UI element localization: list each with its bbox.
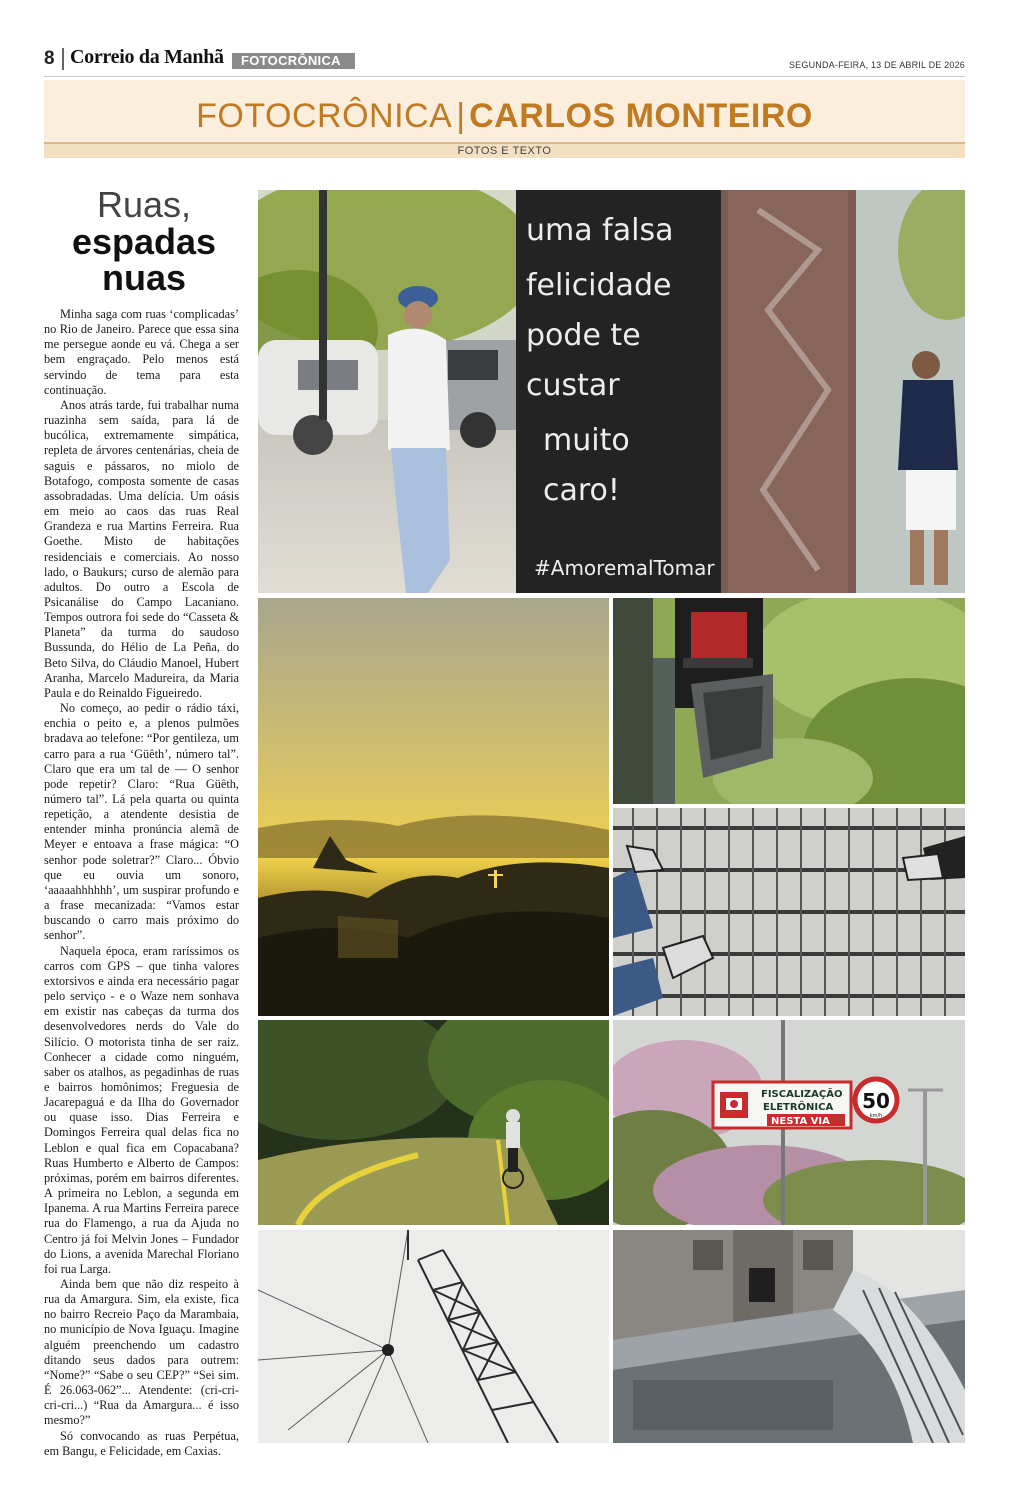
photo-antenna-tower: [258, 1230, 609, 1443]
photo-grate-sneakers: [613, 808, 965, 1016]
photo-credit: FOTOS E TEXTO: [457, 145, 552, 157]
photo-speed-sign: [613, 1020, 965, 1225]
photo-street-graffiti: [258, 190, 965, 593]
photo-rio-sunset: [258, 598, 609, 1016]
column-separator: |: [456, 97, 466, 135]
graffiti-line: uma falsa: [526, 213, 674, 248]
headline-line-1: Ruas,: [96, 184, 192, 225]
graffiti-line: muito: [543, 423, 630, 458]
sign-line-1: FISCALIZAÇÃO: [761, 1089, 843, 1100]
column-title: [44, 96, 965, 136]
graffiti-hashtag: #AmoremalTomar: [534, 556, 715, 580]
section-tag: FOTOCRÔNICA: [232, 53, 355, 69]
page-number: 8: [44, 48, 55, 69]
speed-limit-unit: km/h: [869, 1113, 883, 1119]
masthead-divider: [62, 48, 64, 70]
paragraph: Só convocando as ruas Perpétua, em Bangu, e Felicidade, em Caxias.: [44, 1428, 239, 1458]
paragraph: Ainda bem que não diz respeito à rua da Amargura. Sim, ela existe, fica no bairro Recreio Paço da Marambaia, no município de Nova Iguaçu. Imagine alguém preenchendo um cadastro ditando seus dados para outrem: “Nome?” “Sabe o seu CEP?” “Sei sim. É 26.063-062”... Atendente: (cri-cri-cri-cri...) “Rua da Amargura... é isso mesmo?”: [44, 1277, 239, 1428]
article-headline: [44, 186, 244, 296]
header-rule: [44, 76, 965, 77]
headline-line-3: nuas: [101, 257, 187, 298]
graffiti-line: custar: [526, 368, 620, 403]
paragraph: No começo, ao pedir o rádio táxi, enchia o peito e, a plenos pulmões bradava ao telefone: “Por gentileza, um carro para a rua ‘Güêth’, número tal”. Claro que era um tal de — O senhor pode repetir? Claro: “Rua Güêth, número tal”. Lá pela quarta ou quinta repetição, a atendente desistia de entender minha pronúncia alemã de Meyer e entoava a frase mágica: “O senhor pode soletrar?” Claro... Óbvio que eu ouvia um sonoro, ‘aaaaahhhhhh’, um suspirar profundo e a frase mecanizada: “Vamos estar buscando o carro mais próximo do senhor”.: [44, 701, 239, 943]
paragraph: Anos atrás tarde, fui trabalhar numa ruazinha sem saída, para lá de bucólica, extremamente simpática, repleta de árvores centenárias, cheia de saguis e pássaros, no miolo de Botafogo, composta somente de casas assobradadas. Uma delícia. Um oásis em meio ao caos das ruas Real Grandeza e rua Martins Ferreira. Rua Goethe. Misto de habitações residenciais e comerciais. Ao nosso lado, o Baukurs; curso de alemão para adultos. Do outro a Escola de Psicanálise do Campo Lacaniano. Tempos outrora foi sede do “Casseta & Planeta” da turma do saudoso Bussunda, do Hélio de La Peña, do Beto Silva, do Cláudio Manoel, Hubert Aranha, Marcelo Madureira, da Maria Paula e do Reinaldo Figueiredo.: [44, 397, 239, 700]
photo-building-bus: [613, 1230, 965, 1443]
article-body: [44, 307, 239, 1459]
photo-traffic-light: [613, 598, 965, 804]
column-name: FOTOCRÔNICA: [196, 97, 453, 135]
headline-line-2: espadas: [71, 221, 217, 262]
paragraph: Naquela época, eram raríssimos os carros com GPS – que tinha valores extorsivos e ainda era necessário pagar pelo serviço - e o Waze nem sonhava em existir nas cabeças da turma dos desenvolvedores nerds do Vale do Silício. O motorista tinha de ser raiz. Conhecer a cidade como ninguém, saber os atalhos, as pegadinhas de ruas e bairros homônimos; Freguesia de Jacarepaguá e da Ilha do Governador ou quase isso. Dias Ferreira e Domingos Ferreira qual delas fica no Leblon e qual fica em Copacabana? Ruas Humberto e Alberto de Campos: próximas, porém em bairros diferentes. A primeira no Leblon, a segunda em Ipanema. A rua Martins Ferreira parece rua do Flamengo, a rua da Ajuda no Centro já foi Melvin Jones – Fundador do Lions, a avenida Marechal Floriano foi rua Larga.: [44, 943, 239, 1276]
photo-cyclist: [258, 1020, 609, 1225]
column-author: CARLOS MONTEIRO: [469, 97, 813, 135]
graffiti-line: pode te: [526, 318, 641, 353]
graffiti-line: caro!: [543, 473, 620, 508]
sign-line-3: NESTA VIA: [771, 1116, 830, 1127]
issue-date: SEGUNDA-FEIRA, 13 DE ABRIL DE 2026: [788, 60, 965, 70]
graffiti-line: felicidade: [526, 268, 672, 303]
speed-limit-value: 50: [862, 1089, 890, 1113]
publication-name: Correio da Manhã: [70, 46, 224, 68]
paragraph: Minha saga com ruas ‘complicadas’ no Rio de Janeiro. Parece que essa sina me persegue aonde eu vá. Chega a ser bem engraçado. Pelo menos está servindo de tema para esta continuação.: [44, 307, 239, 397]
sign-line-2: ELETRÔNICA: [763, 1102, 834, 1113]
